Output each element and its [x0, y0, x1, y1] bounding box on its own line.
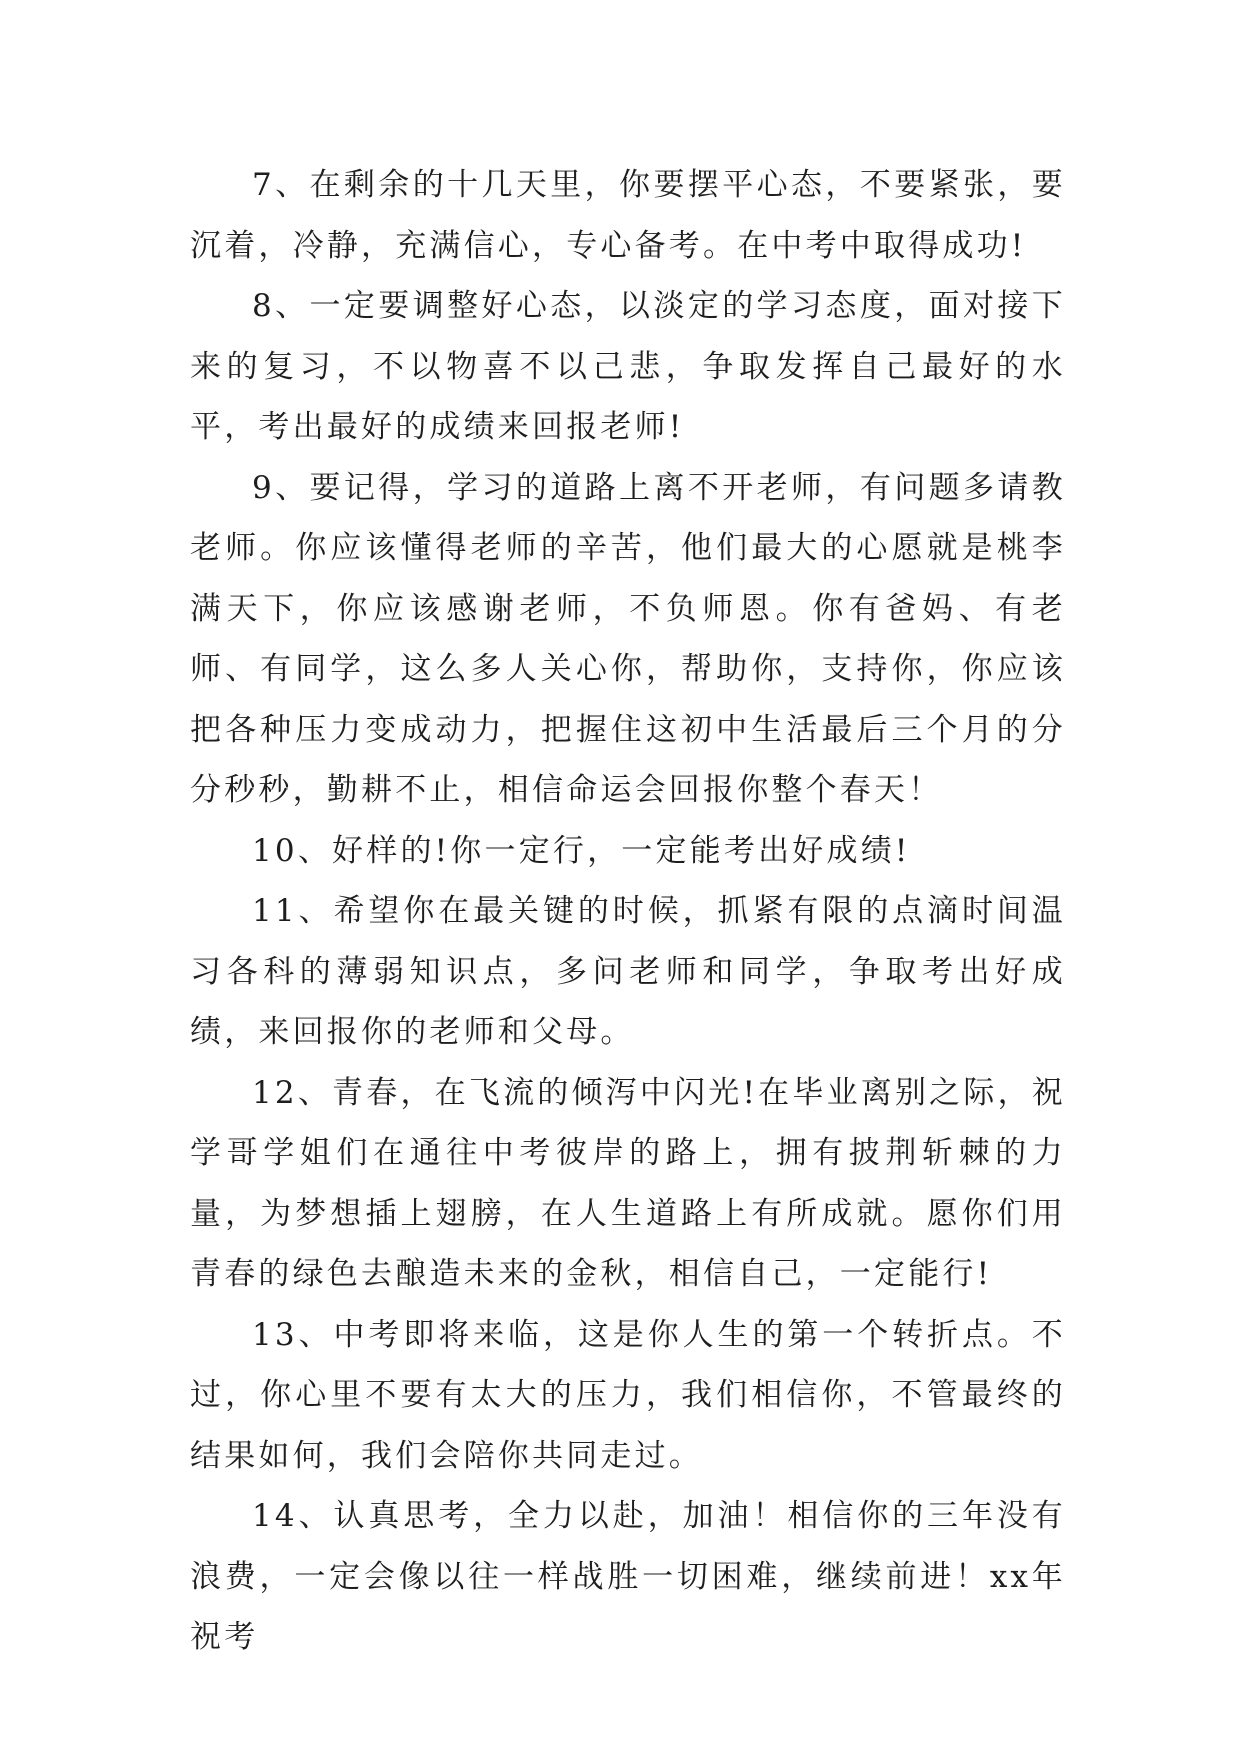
paragraph-8: 8、一定要调整好心态，以淡定的学习态度，面对接下来的复习，不以物喜不以己悲，争取发挥自己最好的水平，考出最好的成绩来回报老师! [190, 288, 1066, 445]
paragraph-9: 9、要记得，学习的道路上离不开老师，有问题多请教老师。你应该懂得老师的辛苦，他们最大的心愿就是桃李满天下，你应该感谢老师，不负师恩。你有爸妈、有老师、有同学，这么多人关心你，帮助你，支持你，你应该把各种压力变成动力，把握住这初中生活最后三个月的分分秒秒，勤耕不止，相信命运会回报你整个春天！ [190, 469, 1066, 808]
paragraph-7: 7、在剩余的十几天里，你要摆平心态，不要紧张，要沉着，冷静，充满信心，专心备考。在中考中取得成功! [190, 167, 1066, 264]
paragraph-13: 13、中考即将来临，这是你人生的第一个转折点。不过，你心里不要有太大的压力，我们相信你，不管最终的结果如何，我们会陪你共同走过。 [190, 1316, 1066, 1474]
paragraph-11: 11、希望你在最关键的时候，抓紧有限的点滴时间温习各科的薄弱知识点，多问老师和同学，争取考出好成绩，来回报你的老师和父母。 [190, 893, 1066, 1050]
document-body [190, 155, 1066, 1668]
paragraph-14: 14、认真思考，全力以赴，加油！相信你的三年没有浪费，一定会像以往一样战胜一切困难，继续前进！xx年祝考 [190, 1498, 1066, 1655]
paragraph-10: 10、好样的!你一定行，一定能考出好成绩! [252, 832, 911, 869]
paragraph-12: 12、青春，在飞流的倾泻中闪光!在毕业离别之际，祝学哥学姐们在通往中考彼岸的路上，拥有披荆斩棘的力量，为梦想插上翅膀，在人生道路上有所成就。愿你们用青春的绿色去酿造未来的金秋，相信自己，一定能行! [190, 1074, 1066, 1292]
